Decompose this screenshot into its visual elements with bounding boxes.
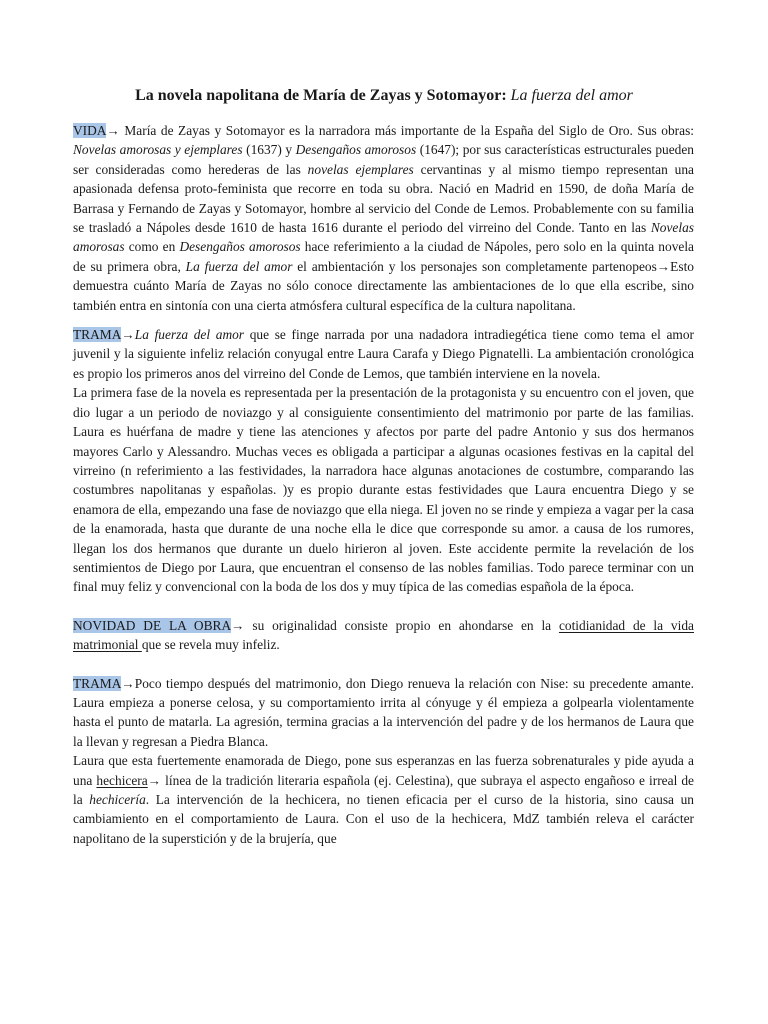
text-run: hace referimiento a la ciudad de Nápoles, pero solo en la quinta novela de su primera obra, — [73, 239, 695, 274]
text-run: → su originalidad consiste propio en ahondarse en la — [231, 617, 559, 633]
title-italic: La fuerza del amor — [510, 87, 633, 104]
text-run: cervantinas y al mismo tiempo representan una apasionada defensa proto-feminista que recorre en toda su obra. Nació en Madrid en 1590, de doña María de Barrasa y Fernando de Zayas y Sotomayor, hombre al servicio del Conde de Lemos. Probablemente con su familia se trasladó a Nápoles desde 1610 de hasta 1616 durante el periodo del virreino del Conde. Tanto en las — [73, 161, 694, 236]
body-paragraph — [73, 751, 694, 848]
text-run: . La intervención de la hechicera, no tienen eficacia per el curso de la historia, sino causa un cambiamiento en el comportamiento de Laura. Con el uso de la hechicera, MdZ también releva el carácter napolitano de la superstición y de la brujería, que — [73, 792, 694, 846]
underlined-text: cotidianidad de la vida matrimonial — [73, 617, 694, 653]
page-title — [0, 86, 768, 106]
body-paragraph — [73, 325, 694, 383]
section-label: TRAMA — [73, 675, 122, 691]
text-run: que se revela muy infeliz. — [141, 637, 280, 653]
text-run: →Poco tiempo después del matrimonio, don Diego renueva la relación con Nise: su precedente amante. Laura empieza a ponerse celosa, y su comportamiento irrita al cónyuge y él empieza a golpearla violentamente hasta el punto de matarla. La agresión, termina gracias a la intervención del padre y de los hermanos de Laura que la llevan y regresan a Piedra Blanca. — [73, 675, 694, 749]
italic-text: Desengaños amorosos — [179, 239, 301, 255]
underlined-text: hechicera — [96, 772, 148, 788]
section-label: TRAMA — [73, 327, 122, 343]
text-run: → María de Zayas y Sotomayor es la narradora más importante de la España del Siglo de Oro. Sus obras: — [106, 123, 694, 138]
text-run: que se finge narrada por una nadadora intradiegética tiene como tema el amor juvenil y la siguiente infeliz relación conyugal entre Laura Carafa y Diego Pignatelli. La ambientación cronológica es propio los primeros anos del virreino del Conde de Lemos, que también interviene en la novela. — [73, 327, 694, 381]
text-run: (1647); por sus características estructurales pueden ser consideradas como herederas de las — [73, 142, 694, 177]
body-paragraph — [73, 383, 694, 596]
text-run: como en — [124, 239, 180, 255]
body-paragraph — [73, 121, 694, 315]
body-paragraph — [73, 674, 694, 752]
italic-text: Desengaños amorosos — [295, 142, 417, 158]
text-run: → — [121, 327, 135, 343]
section-label: NOVIDAD DE LA OBRA — [73, 617, 232, 633]
italic-text: novelas ejemplares — [307, 161, 414, 177]
italic-text: Novelas amorosas — [73, 220, 694, 255]
title-main: La novela napolitana de María de Zayas y Sotomayor: — [135, 87, 511, 104]
body-paragraph — [73, 616, 694, 655]
text-run: → línea de la tradición literaria española (ej. Celestina), que subraya el aspecto engañoso e irreal de la — [73, 772, 695, 807]
section-label: VIDA — [73, 123, 107, 138]
text-run: Laura que esta fuertemente enamorada de Diego, pone sus esperanzas en las fuerza sobrenaturales y pide ayuda a una — [73, 753, 694, 788]
italic-text: hechicería — [89, 792, 146, 807]
document-body — [73, 121, 694, 848]
text-run: (1637) y — [242, 142, 296, 158]
text-run: La primera fase de la novela es representada per la presentación de la protagonista y su encuentro con el joven, que dio lugar a un periodo de noviazgo y al consiguiente consentimiento del matrimonio por parte de las familias. Laura es huérfana de madre y tiene las atenciones y afectos por parte del padre Antonio y sus dos hermanos mayores Carlo y Alessandro. Muchas veces es obligada a participar a algunas ocasiones festivas en la capital del virreino (n referimiento a las festividades, la narradora hace algunas anotaciones de costumbre, comparando las costumbres napolitanas y españolas. )y es propio durante estas festividades que Laura encuentra Diego y se enamora de ella, empezando una fase de noviazgo que ella niega. El joven no se rinde y empieza a vagar per la casa de la enamorada, hasta que durante de una noche ella le dice que corresponde su amor. a causa de los rumores, llegan los dos hermanos que durante un duelo hirieron al joven. Este accidente permite la revelación de los sentimientos de Diego por Laura, que encuentran el consenso de las nobles familias. Todo parece terminar con un final muy feliz y convencional con la boda de los dos y muy típica de las comedias española de la época. — [73, 385, 694, 595]
italic-text: La fuerza del amor — [185, 258, 293, 274]
italic-text: La fuerza del amor — [134, 327, 245, 343]
text-run: el ambientación y los personajes son completamente partenopeos→Esto demuestra cuánto María de Zayas no sólo conoce directamente las ambientaciones de lo que ella escribe, sino también entra en sintonía con una cierta atmósfera cultural específica de la cultura napolitana. — [73, 258, 694, 313]
italic-text: Novelas amorosas y ejemplares — [73, 142, 243, 158]
